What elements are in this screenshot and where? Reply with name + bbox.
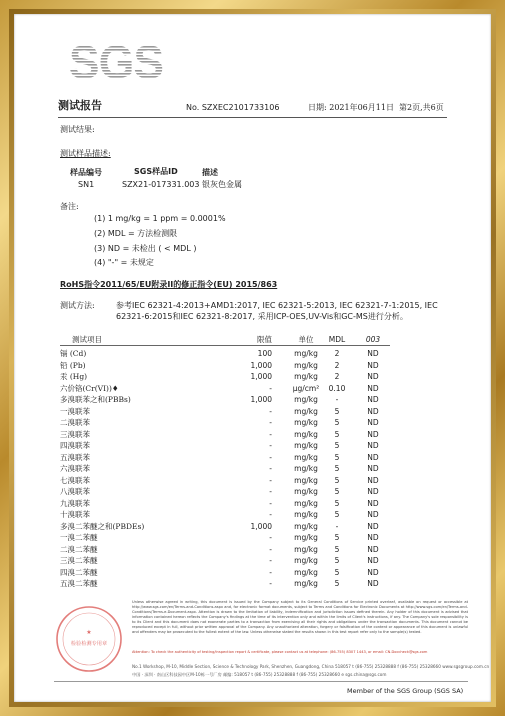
mdl-value: 5 (334, 544, 340, 554)
footer-address-cn: 中国 · 深圳 · 南山区科技园中区M-10栋一号厂房 邮编: 518057 t (86-755) 25328888 f (86-755) 25328660 e sgs.china@sgs.com (132, 672, 387, 677)
mdl-value: 5 (334, 487, 340, 496)
unit-value: mg/kg (294, 544, 318, 554)
sample-result: ND (367, 544, 379, 554)
table-row (60, 555, 440, 566)
limit-value: - (269, 533, 272, 542)
sample-result: ND (367, 521, 379, 531)
limit-value: 1,000 (250, 372, 272, 381)
test-method-line-1: 参考IEC 62321-4:2013+AMD1:2017, IEC 62321-5:2013, IEC 62321-7-1:2015, IEC (116, 301, 438, 310)
mdl-value: 0.10 (328, 383, 346, 393)
table-row (60, 475, 440, 486)
test-item-name: 二溴二苯醚 (60, 544, 98, 554)
table-row (60, 486, 440, 497)
table-row (60, 371, 440, 382)
unit-value: mg/kg (294, 487, 318, 496)
sample-result: ND (367, 406, 379, 416)
table-row (60, 383, 440, 394)
notes-label: 备注: (60, 202, 79, 211)
unit-value: mg/kg (294, 429, 318, 439)
sample-result: ND (367, 510, 379, 519)
limit-value: - (269, 544, 272, 554)
mdl-value: - (335, 395, 339, 404)
table-row (60, 544, 440, 555)
table-row (60, 532, 440, 543)
limit-value: - (269, 383, 272, 393)
test-item-name: 一溴二苯醚 (60, 533, 98, 542)
table-row (60, 417, 440, 428)
mdl-value: 5 (334, 418, 340, 427)
limit-value: - (269, 441, 272, 450)
rohs-heading: RoHS指令2011/65/EU附录II的修正指令(EU) 2015/863 (60, 280, 278, 289)
unit-value: mg/kg (294, 441, 318, 450)
test-item-name: 二溴联苯 (60, 418, 90, 427)
unit-value: mg/kg (294, 498, 318, 508)
sample-result: ND (367, 452, 379, 462)
results-header-divider (60, 345, 390, 346)
col-limit: 限值 (257, 335, 272, 344)
unit-value: mg/kg (294, 533, 318, 542)
table-row (60, 429, 440, 440)
col-unit: 单位 (298, 335, 314, 344)
table-row (60, 463, 440, 474)
sample-number: SN1 (78, 180, 95, 189)
table-row (60, 509, 440, 520)
col-sample-003: 003 (365, 335, 381, 344)
mdl-value: 5 (334, 556, 340, 565)
mdl-value: 5 (334, 429, 340, 439)
test-item-name: 六溴联苯 (60, 464, 90, 473)
unit-value: mg/kg (294, 452, 318, 462)
limit-value: - (269, 464, 272, 473)
unit-value: mg/kg (294, 475, 318, 485)
sample-result: ND (367, 429, 379, 439)
test-item-name: 多溴二苯醚之和(PBDEs) (60, 521, 145, 531)
limit-value: - (269, 510, 272, 519)
mdl-value: 5 (334, 441, 340, 450)
limit-value: - (269, 429, 272, 439)
limit-value: - (269, 579, 272, 588)
test-item-name: 一溴联苯 (60, 406, 90, 416)
sample-result: ND (367, 579, 379, 588)
sgs-sample-id: SZX21-017331.003 (122, 180, 200, 189)
test-item-name: 三溴二苯醚 (60, 556, 98, 565)
test-item-name: 四溴联苯 (60, 441, 90, 450)
sgs-sample-id-header: SGS样品ID (134, 167, 178, 176)
test-method-line-2: 62321-6:2015和IEC 62321-8:2017, 采用ICP-OES,UV-Vis和GC-MS进行分析。 (116, 312, 408, 321)
test-item-name: 四溴二苯醚 (60, 567, 98, 577)
sample-result: ND (367, 464, 379, 473)
report-date: 日期: 2021年06月11日 (308, 103, 394, 112)
limit-value: - (269, 475, 272, 485)
sample-result: ND (367, 383, 379, 393)
unit-value: mg/kg (294, 464, 318, 473)
table-row (60, 348, 440, 359)
member-of-sgs-group: Member of the SGS Group (SGS SA) (347, 687, 464, 695)
report-number: No. SZXEC2101733106 (186, 103, 280, 112)
sample-description-label: 测试样品描述: (60, 149, 111, 158)
test-item-name: 汞 (Hg) (60, 372, 88, 381)
mdl-value: 5 (334, 567, 340, 577)
unit-value: μg/cm² (292, 383, 320, 393)
mdl-value: 2 (334, 360, 340, 370)
mdl-value: 5 (334, 452, 340, 462)
test-item-name: 六价铬(Cr(VI))♦ (60, 383, 119, 393)
limit-value: 1,000 (250, 521, 272, 531)
sample-result: ND (367, 372, 379, 381)
limit-value: 1,000 (250, 360, 272, 370)
col-test-item: 测试项目 (72, 335, 102, 344)
sample-number-header: 样品编号 (70, 167, 102, 177)
limit-value: - (269, 406, 272, 416)
unit-value: mg/kg (294, 360, 318, 370)
unit-value: mg/kg (294, 349, 318, 358)
mdl-value: 5 (334, 406, 340, 416)
test-item-name: 三溴联苯 (60, 429, 90, 439)
results-header-row (60, 334, 440, 345)
mdl-value: - (335, 521, 339, 531)
table-row (60, 521, 440, 532)
mdl-value: 5 (334, 510, 340, 519)
table-row (60, 394, 440, 405)
mdl-value: 5 (334, 498, 340, 508)
sample-result: ND (367, 360, 379, 370)
unit-value: mg/kg (294, 372, 318, 381)
sample-result: ND (367, 567, 379, 577)
terms-fine-print: Unless otherwise agreed in writing, this document is issued by the Company subject to its General Conditions of Service printed overleaf, available on request or accessible at http://www.sgs.com/en/Terms-and-Conditions.aspx and, for electronic format documents, subject to Terms and Conditions for Electronic Documents at http://www.sgs.com/en/Terms-and-Conditions/Terms-e-Document.aspx. Attention is drawn to the limitation of liability, indemnification and jurisdiction issues defined therein. Any holder of this document is advised that information contained hereon reflects the Company's findings at the time of its intervention only and within the limits of Client's instructions, if any. The Company's sole responsibility is to its Client and this document does not exonerate parties to a transaction from exercising all their rights and obligations under the transaction documents. This document cannot be reproduced except in full, without prior written approval of the Company. Any unauthorized alteration, forgery or falsification of the content or appearance of this document is unlawful and offenders may be prosecuted to the fullest extent of the law. Unless otherwise stated the results shown in this test report refer only to the sample(s) tested. (132, 600, 468, 634)
sample-result: ND (367, 418, 379, 427)
limit-value: 1,000 (250, 395, 272, 404)
note-4: (4) "-" = 未规定 (94, 258, 154, 267)
footer-divider (54, 681, 468, 682)
unit-value: mg/kg (294, 406, 318, 416)
sample-result: ND (367, 533, 379, 542)
sgs-logo (68, 34, 164, 88)
mdl-value: 5 (334, 579, 340, 588)
inspection-stamp (54, 604, 124, 674)
report-title: 测试报告 (58, 99, 102, 112)
test-result-label: 测试结果: (60, 125, 95, 134)
sample-description: 银灰色金属 (202, 180, 242, 189)
table-row (60, 360, 440, 371)
test-item-name: 九溴联苯 (60, 498, 90, 508)
test-item-name: 七溴联苯 (60, 475, 90, 485)
mdl-value: 5 (334, 464, 340, 473)
note-3: (3) ND = 未检出 ( < MDL ) (94, 244, 197, 253)
col-mdl: MDL (328, 335, 346, 344)
unit-value: mg/kg (294, 579, 318, 588)
table-row (60, 578, 440, 589)
header-divider (58, 117, 447, 118)
test-item-name: 十溴联苯 (60, 510, 90, 519)
limit-value: - (269, 452, 272, 462)
sample-result: ND (367, 349, 379, 358)
unit-value: mg/kg (294, 418, 318, 427)
page-indicator: 第2页,共6页 (399, 103, 444, 112)
test-item-name: 五溴二苯醚 (60, 579, 98, 588)
unit-value: mg/kg (294, 395, 318, 404)
svg-text:SGS: SGS (68, 36, 164, 88)
certificate-paper (14, 14, 491, 702)
mdl-value: 5 (334, 533, 340, 542)
svg-text:★: ★ (86, 629, 92, 636)
sample-result: ND (367, 487, 379, 496)
limit-value: 100 (257, 349, 272, 358)
note-2: (2) MDL = 方法检测限 (94, 229, 178, 238)
sample-result: ND (367, 441, 379, 450)
sample-result: ND (367, 556, 379, 565)
table-row (60, 452, 440, 463)
table-row (60, 406, 440, 417)
svg-text:检验检测专用章: 检验检测专用章 (70, 641, 108, 647)
mdl-value: 2 (334, 349, 340, 358)
note-1: (1) 1 mg/kg = 1 ppm = 0.0001% (94, 214, 226, 223)
limit-value: - (269, 487, 272, 496)
test-item-name: 八溴联苯 (60, 487, 90, 496)
description-header: 描述 (202, 167, 218, 177)
footer-address-en: No.1 Workshop, M-10, Middle Section, Science & Technology Park, Shenzhen, Guangdong, China 518057 t (86-755) 25328888 f (86-755) 25328660 www.sgsgroup.com.cn (132, 664, 490, 669)
test-item-name: 多溴联苯之和(PBBs) (60, 395, 131, 404)
mdl-value: 5 (334, 475, 340, 485)
test-item-name: 五溴联苯 (60, 452, 90, 462)
unit-value: mg/kg (294, 556, 318, 565)
limit-value: - (269, 556, 272, 565)
table-row (60, 440, 440, 451)
sample-result: ND (367, 395, 379, 404)
sample-result: ND (367, 475, 379, 485)
unit-value: mg/kg (294, 521, 318, 531)
table-row (60, 567, 440, 578)
limit-value: - (269, 418, 272, 427)
test-method-label: 测试方法: (60, 301, 95, 310)
limit-value: - (269, 567, 272, 577)
test-item-name: 镉 (Cd) (60, 349, 87, 358)
table-row (60, 498, 440, 509)
unit-value: mg/kg (294, 510, 318, 519)
unit-value: mg/kg (294, 567, 318, 577)
test-item-name: 铅 (Pb) (60, 360, 86, 370)
authenticity-notice: Attention: To check the authenticity of testing/inspection report & certificate, please contact us at telephone: (86-755) 8307 1443, or email: CN.Doccheck@sgs.com (132, 650, 428, 654)
mdl-value: 2 (334, 372, 340, 381)
sample-result: ND (367, 498, 379, 508)
limit-value: - (269, 498, 272, 508)
